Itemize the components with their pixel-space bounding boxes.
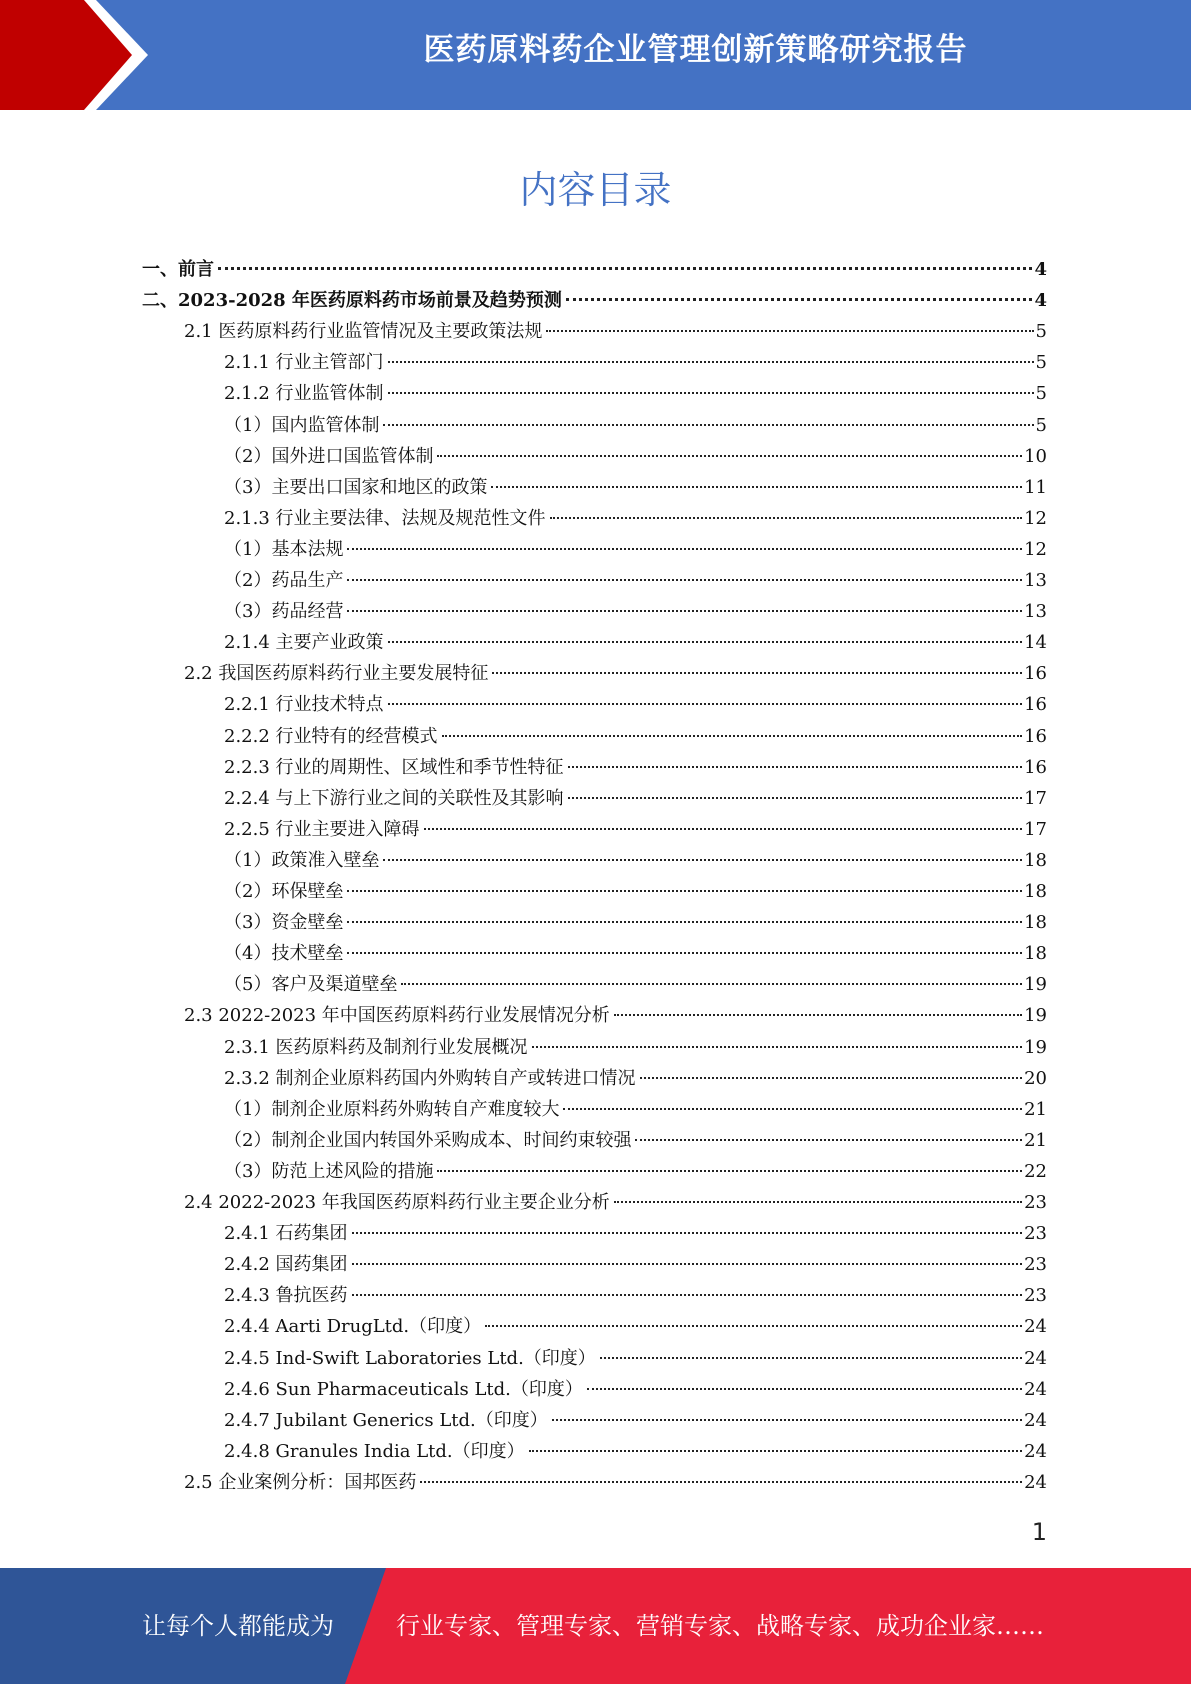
toc-entry-page: 18 [1024, 912, 1047, 934]
toc-entry-page: 23 [1024, 1285, 1047, 1307]
toc-entry-label: 2.4.6 Sun Pharmaceuticals Ltd.（印度） [224, 1378, 583, 1400]
toc-entry-page: 24 [1024, 1440, 1047, 1462]
toc-dot-leader [550, 516, 1023, 519]
toc-entry-page: 21 [1024, 1098, 1047, 1120]
toc-entry-page: 5 [1035, 352, 1047, 374]
toc-entry-page: 13 [1024, 570, 1047, 591]
toc-entry-page: 5 [1035, 321, 1047, 343]
toc-entry-label: 2.1 医药原料药行业监管情况及主要政策法规 [184, 321, 543, 343]
toc-entry-page: 4 [1034, 290, 1047, 312]
toc-entry[interactable] [224, 534, 1047, 565]
toc-heading: 内容目录 [519, 168, 672, 212]
toc-entry[interactable] [224, 814, 1047, 845]
toc-entry-label: 2.2.3 行业的周期性、区域性和季节性特征 [224, 756, 564, 778]
toc-dot-leader [635, 1138, 1022, 1141]
toc-entry[interactable] [224, 721, 1047, 752]
toc-entry-label: （1）政策准入壁垒 [224, 849, 380, 871]
toc-entry[interactable] [224, 347, 1047, 378]
toc-entry[interactable] [224, 1436, 1047, 1467]
toc-entry-label: 2.4.1 石药集团 [224, 1223, 348, 1245]
toc-dot-leader [437, 1169, 1022, 1172]
toc-entry[interactable] [184, 1187, 1047, 1218]
toc-entry[interactable] [224, 876, 1047, 907]
toc-dot-leader [587, 1387, 1022, 1390]
toc-dot-leader [388, 360, 1034, 363]
toc-dot-leader [614, 1200, 1022, 1203]
toc-dot-leader [566, 297, 1033, 301]
toc-entry-label: 2.4.4 Aarti DrugLtd.（印度） [224, 1316, 482, 1338]
toc-dot-leader [568, 765, 1023, 768]
toc-entry-page: 24 [1024, 1378, 1047, 1400]
toc-entry-label: 2.5 企业案例分析：国邦医药 [184, 1471, 417, 1493]
toc-entry-label: 2.4.3 鲁抗医药 [224, 1285, 348, 1307]
toc-dot-leader [388, 391, 1034, 394]
toc-entry-page: 5 [1035, 414, 1047, 436]
toc-entry[interactable] [184, 1467, 1047, 1498]
toc-dot-leader [640, 1076, 1023, 1079]
toc-dot-leader [347, 609, 1022, 612]
toc-entry[interactable] [224, 1311, 1047, 1342]
toc-entry-page: 24 [1024, 1316, 1047, 1338]
toc-dot-leader [546, 329, 1033, 332]
toc-dot-leader [388, 640, 1023, 643]
toc-entry-label: （3）药品经营 [224, 601, 344, 623]
toc-entry-label: （1）国内监管体制 [224, 414, 380, 436]
toc-entry[interactable] [224, 1218, 1047, 1249]
toc-entry-page: 24 [1024, 1471, 1047, 1493]
toc-dot-leader [383, 858, 1022, 861]
toc-entry-page: 22 [1024, 1160, 1047, 1182]
toc-entry-page: 19 [1024, 974, 1047, 996]
toc-entry[interactable] [224, 503, 1047, 534]
toc-dot-leader [347, 578, 1022, 581]
toc-dot-leader [568, 796, 1023, 799]
toc-entry[interactable] [224, 1374, 1047, 1405]
toc-dot-leader [420, 1480, 1022, 1483]
toc-entry-label: 二、2023-2028 年医药原料药市场前景及趋势预测 [142, 290, 562, 312]
toc-entry[interactable] [184, 1000, 1047, 1031]
toc-entry-page: 10 [1024, 445, 1047, 467]
toc-entry-label: 2.4.7 Jubilant Generics Ltd.（印度） [224, 1409, 548, 1431]
toc-entry[interactable] [224, 969, 1047, 1000]
toc-entry-label: 2.1.4 主要产业政策 [224, 632, 384, 654]
toc-entry-page: 23 [1024, 1254, 1047, 1276]
toc-entry-label: （3）主要出口国家和地区的政策 [224, 476, 488, 498]
toc-entry[interactable] [224, 1032, 1047, 1063]
toc-dot-leader [600, 1356, 1022, 1359]
toc-entry-page: 18 [1024, 881, 1047, 902]
toc-entry[interactable] [224, 441, 1047, 472]
toc-entry-page: 16 [1024, 694, 1047, 716]
toc-dot-leader [347, 920, 1022, 923]
toc-dot-leader [552, 1418, 1022, 1421]
toc-entry-page: 12 [1024, 507, 1047, 529]
toc-entry[interactable] [224, 938, 1047, 969]
toc-dot-leader [347, 547, 1022, 550]
toc-entry-label: 2.3 2022-2023 年中国医药原料药行业发展情况分析 [184, 1005, 610, 1027]
toc-entry-page: 20 [1024, 1067, 1047, 1089]
toc-dot-leader [614, 1013, 1022, 1016]
toc-entry[interactable] [142, 285, 1047, 316]
toc-entry-page: 12 [1024, 538, 1047, 560]
toc-entry-page: 13 [1024, 601, 1047, 623]
toc-entry-page: 4 [1034, 259, 1047, 280]
toc-entry[interactable] [224, 1156, 1047, 1187]
toc-dot-leader [401, 982, 1022, 985]
toc-dot-leader [442, 734, 1023, 737]
toc-entry-label: （4）技术壁垒 [224, 943, 344, 965]
toc-dot-leader [437, 454, 1022, 457]
toc-entry-label: （5）客户及渠道壁垒 [224, 974, 398, 996]
toc-entry-label: 2.4.5 Ind-Swift Laboratories Ltd.（印度） [224, 1347, 596, 1369]
toc-dot-leader [563, 1107, 1022, 1110]
page-number: 1 [1031, 1518, 1047, 1546]
toc-dot-leader [532, 1045, 1023, 1048]
toc-dot-leader [424, 827, 1023, 830]
toc-entry[interactable] [224, 410, 1047, 441]
toc-entry-label: 2.4.2 国药集团 [224, 1254, 348, 1276]
toc-entry-label: 2.3.2 制剂企业原料药国内外购转自产或转进口情况 [224, 1067, 636, 1089]
toc-entry[interactable] [184, 316, 1047, 347]
toc-entry-page: 23 [1024, 1223, 1047, 1245]
toc-entry[interactable] [184, 658, 1047, 689]
toc-dot-leader [529, 1449, 1022, 1452]
toc-entry-page: 21 [1024, 1129, 1047, 1151]
toc-entry-label: （3）防范上述风险的措施 [224, 1160, 434, 1182]
toc-entry[interactable] [224, 907, 1047, 938]
toc-entry-page: 19 [1024, 1036, 1047, 1058]
toc-entry-label: 2.2.4 与上下游行业之间的关联性及其影响 [224, 787, 564, 809]
toc-entry-label: 2.2.1 行业技术特点 [224, 694, 384, 716]
toc-entry-page: 14 [1024, 632, 1047, 654]
footer-banner [0, 1568, 1191, 1684]
toc-entry[interactable] [224, 783, 1047, 814]
toc-entry-label: 2.4 2022-2023 年我国医药原料药行业主要企业分析 [184, 1192, 610, 1213]
toc-entry-page: 16 [1024, 725, 1047, 747]
footer-slogan-right: 行业专家、管理专家、营销专家、战略专家、成功企业家…… [396, 1612, 1044, 1640]
report-title: 医药原料药企业管理创新策略研究报告 [423, 32, 968, 68]
toc-dot-leader [352, 1293, 1023, 1296]
toc-entry[interactable] [224, 596, 1047, 627]
toc-entry[interactable] [224, 1405, 1047, 1436]
toc-entry-page: 5 [1035, 383, 1047, 405]
toc-entry-page: 24 [1024, 1347, 1047, 1369]
toc-entry-label: （1）制剂企业原料药外购转自产难度较大 [224, 1098, 560, 1120]
toc-entry-label: （2）药品生产 [224, 570, 344, 591]
toc-dot-leader [347, 951, 1022, 954]
toc-entry[interactable] [224, 472, 1047, 503]
toc-dot-leader [492, 671, 1022, 674]
toc-entry-page: 16 [1024, 663, 1047, 685]
toc-entry[interactable] [224, 752, 1047, 783]
toc-entry[interactable] [224, 845, 1047, 876]
toc-entry-page: 17 [1024, 787, 1047, 809]
toc-dot-leader [485, 1324, 1022, 1327]
toc-entry-label: （2）制剂企业国内转国外采购成本、时间约束较强 [224, 1129, 632, 1151]
toc-entry[interactable] [224, 627, 1047, 658]
toc-entry-label: 2.1.3 行业主要法律、法规及规范性文件 [224, 507, 546, 529]
toc-entry[interactable] [224, 378, 1047, 409]
toc-entry-label: （2）环保壁垒 [224, 881, 344, 902]
toc-entry-page: 11 [1024, 476, 1047, 498]
toc-entry-page: 18 [1024, 943, 1047, 965]
toc-entry[interactable] [224, 1343, 1047, 1374]
toc-entry[interactable] [224, 1280, 1047, 1311]
toc-dot-leader [383, 423, 1033, 426]
toc-entry-label: 2.4.8 Granules India Ltd.（印度） [224, 1440, 525, 1462]
toc-entry-label: 2.1.2 行业监管体制 [224, 383, 384, 405]
toc-entry-page: 24 [1024, 1409, 1047, 1431]
toc-entry-label: 一、前言 [142, 259, 214, 280]
toc-entry[interactable] [224, 689, 1047, 720]
toc-dot-leader [352, 1262, 1023, 1265]
toc-dot-leader [352, 1231, 1023, 1234]
toc-entry-label: 2.2.2 行业特有的经营模式 [224, 725, 438, 747]
header-banner [0, 0, 1191, 110]
toc-entry[interactable] [224, 1249, 1047, 1280]
toc-entry[interactable] [224, 1125, 1047, 1156]
toc-entry-label: （2）国外进口国监管体制 [224, 445, 434, 467]
toc-dot-leader [347, 889, 1022, 892]
toc-entry-label: 2.1.1 行业主管部门 [224, 352, 384, 374]
toc-entry-page: 18 [1024, 849, 1047, 871]
toc-dot-leader [218, 266, 1032, 270]
toc-entry[interactable] [224, 1094, 1047, 1125]
toc-entry[interactable] [142, 254, 1047, 285]
toc-entry[interactable] [224, 1063, 1047, 1094]
toc-dot-leader [388, 702, 1023, 705]
toc-entry-page: 16 [1024, 756, 1047, 778]
toc-entry-label: （3）资金壁垒 [224, 912, 344, 934]
toc-dot-leader [491, 485, 1022, 488]
toc-entry-page: 19 [1024, 1005, 1047, 1027]
footer-slogan-left: 让每个人都能成为 [142, 1612, 334, 1640]
toc-entry-label: （1）基本法规 [224, 538, 344, 560]
toc-entry-page: 17 [1024, 818, 1047, 840]
toc-entry-label: 2.3.1 医药原料药及制剂行业发展概况 [224, 1036, 528, 1058]
toc-entry-label: 2.2.5 行业主要进入障碍 [224, 818, 420, 840]
toc-entry-label: 2.2 我国医药原料药行业主要发展特征 [184, 663, 489, 685]
toc-entry-page: 23 [1024, 1192, 1047, 1213]
toc-entry[interactable] [224, 565, 1047, 596]
